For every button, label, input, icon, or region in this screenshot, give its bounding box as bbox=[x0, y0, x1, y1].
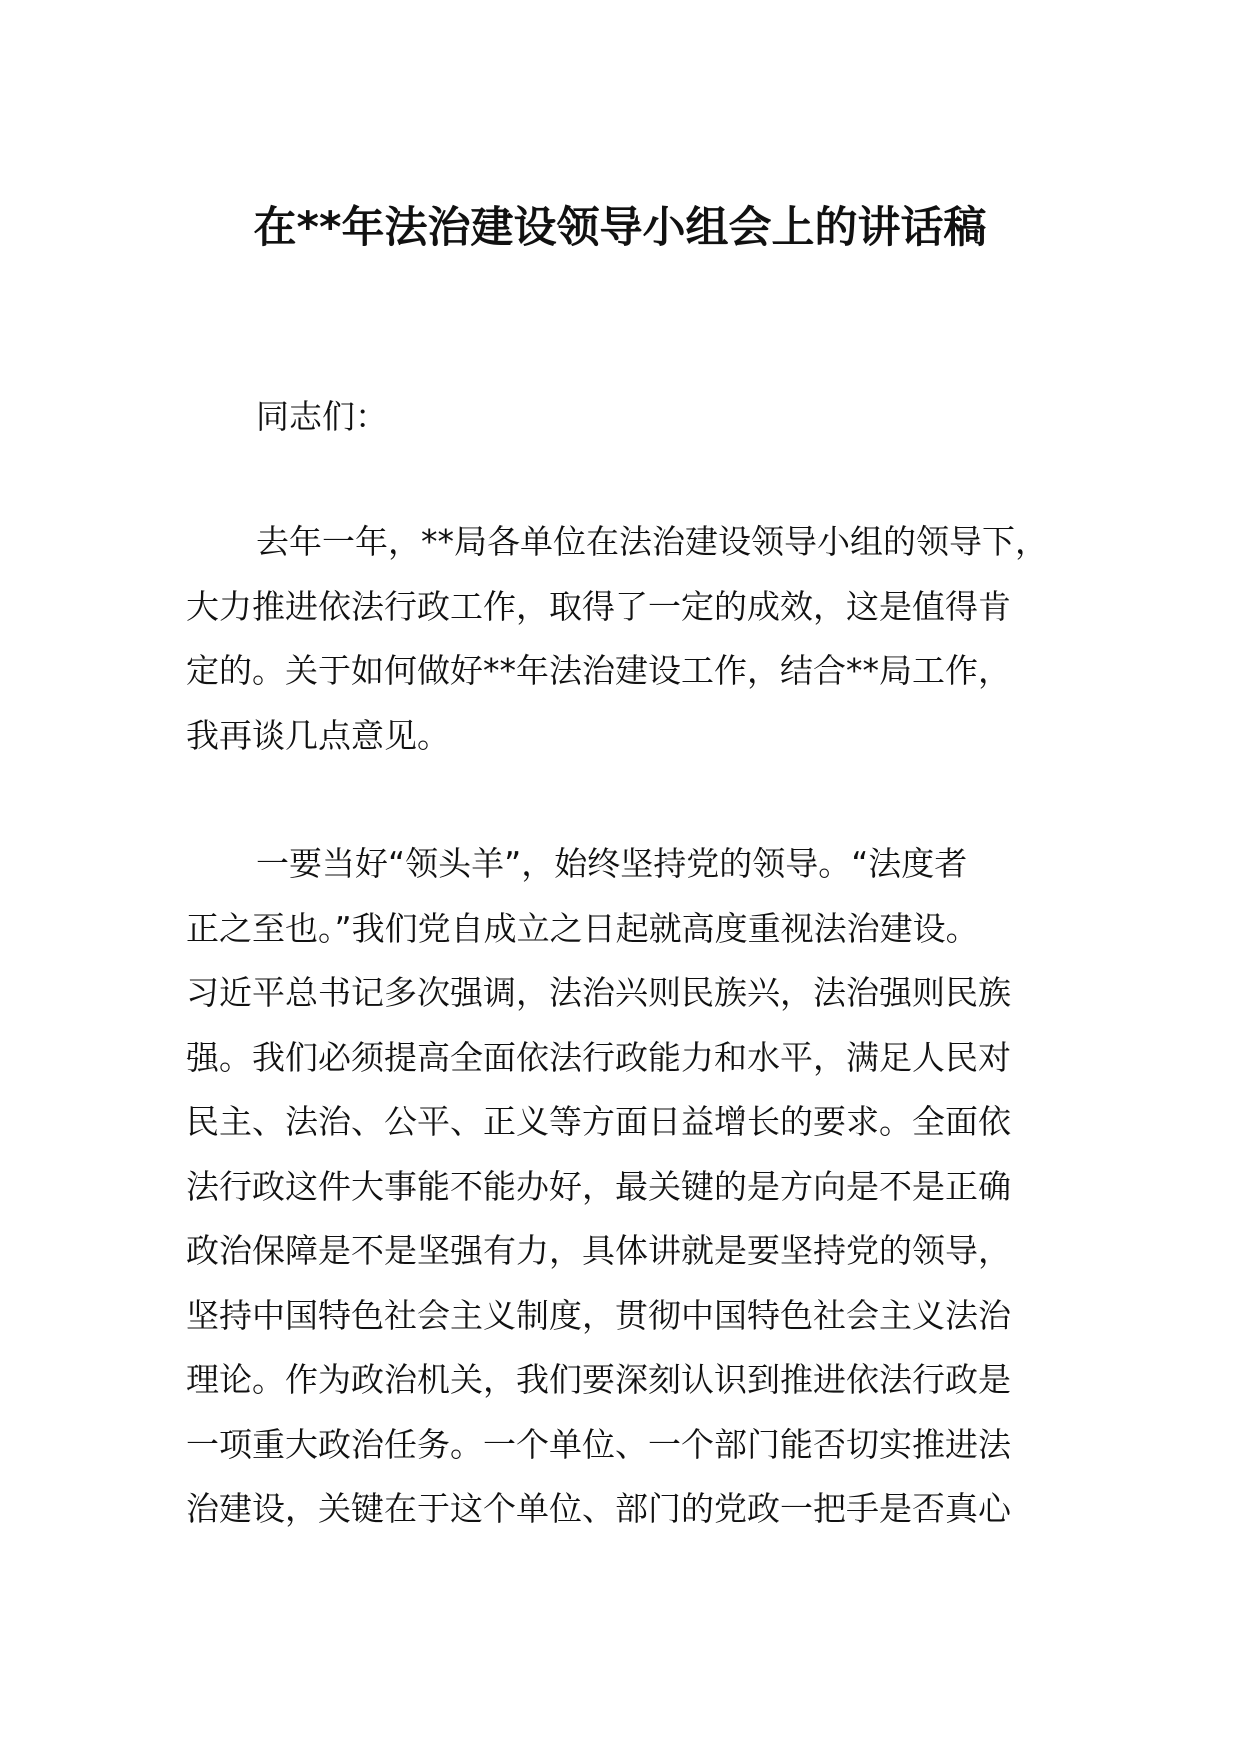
paragraph-line: 去年一年，**局各单位在法治建设领导小组的领导下， bbox=[256, 522, 1048, 561]
paragraph-line: 习近平总书记多次强调，法治兴则民族兴，法治强则民族 bbox=[186, 973, 1011, 1012]
paragraph-1 bbox=[186, 518, 1086, 776]
paragraph-line: 一要当好“领头羊”，始终坚持党的领导。“法度者 bbox=[256, 844, 968, 883]
document-title: 在**年法治建设领导小组会上的讲话稿 bbox=[253, 203, 987, 253]
paragraph-line: 民主、法治、公平、正义等方面日益增长的要求。全面依 bbox=[186, 1102, 1011, 1141]
paragraph-line: 政治保障是不是坚强有力，具体讲就是要坚持党的领导， bbox=[186, 1231, 1011, 1270]
paragraph-line: 一项重大政治任务。一个单位、一个部门能否切实推进法 bbox=[186, 1424, 1011, 1464]
paragraph-line: 坚持中国特色社会主义制度，贯彻中国特色社会主义法治 bbox=[186, 1295, 1011, 1335]
paragraph-line: 强。我们必须提高全面依法行政能力和水平，满足人民对 bbox=[186, 1037, 1011, 1077]
paragraph-line: 治建设，关键在于这个单位、部门的党政一把手是否真心 bbox=[186, 1489, 1011, 1528]
paragraph-line: 法行政这件大事能不能办好，最关键的是方向是不是正确 bbox=[186, 1166, 1011, 1206]
paragraph-line: 我再谈几点意见。 bbox=[186, 715, 450, 755]
paragraph-line: 定的。关于如何做好**年法治建设工作，结合**局工作， bbox=[186, 651, 1011, 690]
paragraph-line: 大力推进依法行政工作，取得了一定的成效，这是值得肯 bbox=[186, 586, 1011, 626]
paragraph-2 bbox=[186, 840, 1086, 1550]
paragraph-line: 理论。作为政治机关，我们要深刻认识到推进依法行政是 bbox=[186, 1360, 1011, 1399]
paragraph-line: 正之至也。”我们党自成立之日起就高度重视法治建设。 bbox=[186, 908, 979, 948]
salutation: 同志们： bbox=[256, 397, 388, 436]
